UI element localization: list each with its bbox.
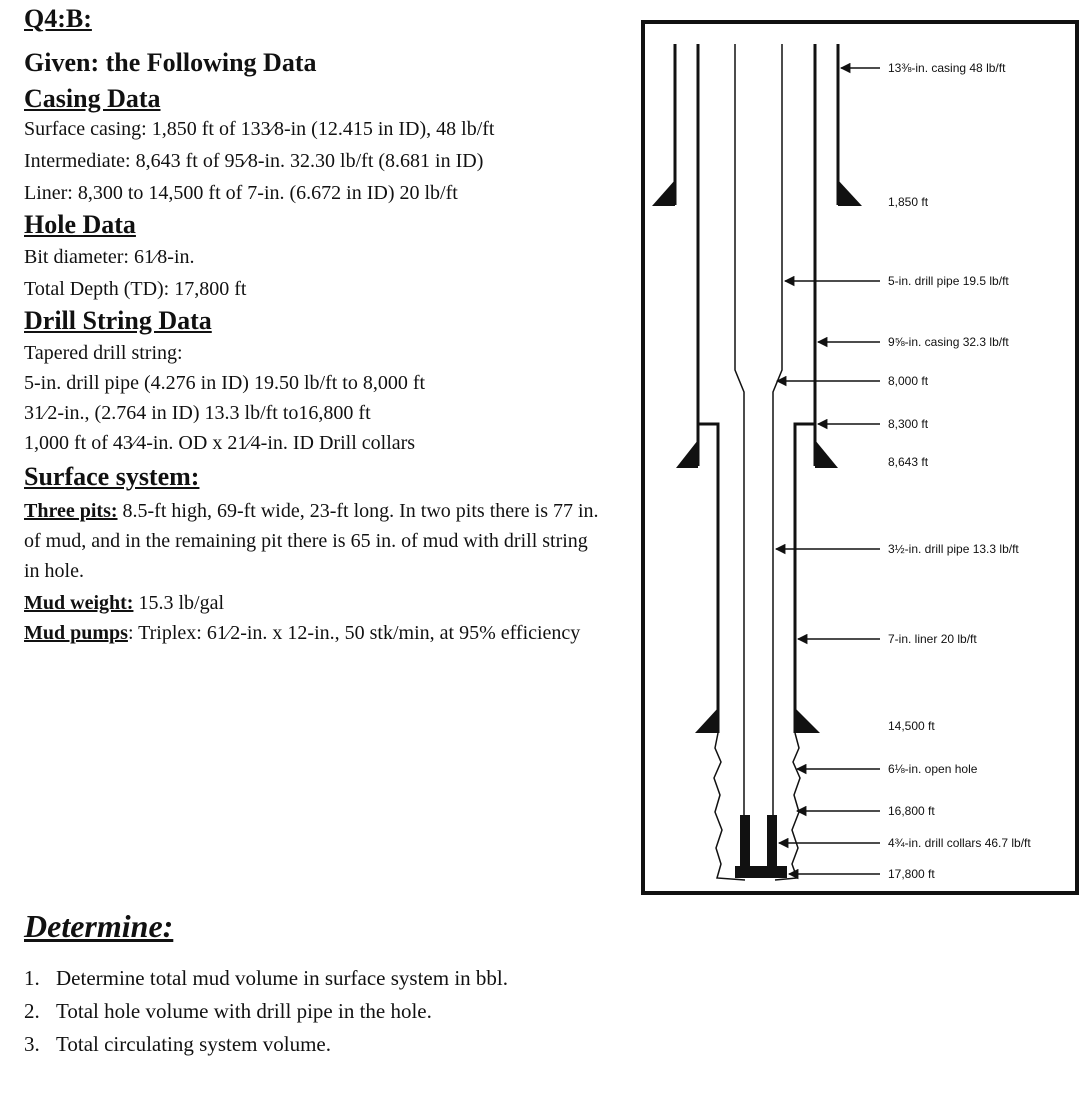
label-depth-17800: 17,800 ft (888, 867, 935, 881)
label-depth-14500: 14,500 ft (888, 719, 935, 733)
pits-label: Three pits: (24, 500, 118, 522)
surface-casing-shoe (652, 180, 862, 206)
intermediate-casing (698, 44, 815, 466)
mud-weight-text: 15.3 lb/gal (133, 592, 224, 614)
label-arrows (776, 68, 880, 874)
question-text: Total circulating system volume. (56, 1032, 331, 1056)
drill-collars (735, 815, 787, 878)
label-liner: 7-in. liner 20 lb/ft (888, 632, 977, 646)
determine-heading: Determine: (24, 908, 174, 944)
drill-pipe (735, 44, 782, 815)
liner (698, 424, 815, 733)
mud-pumps-text: : Triplex: 61⁄2-in. x 12-in., 50 stk/min, at 95% efficiency (127, 622, 581, 644)
surface-heading: Surface system: (24, 462, 200, 491)
drill-string-line: 1,000 ft of 43⁄4-in. OD x 21⁄4-in. ID Drill collars (24, 432, 416, 454)
label-surface-casing: 13⅜-in. casing 48 lb/ft (888, 61, 1006, 75)
pits-text: 8.5-ft high, 69-ft wide, 23-ft long. In two pits there is 77 in. of mud, and in the remaining pit there is 65 in. of mud with drill string in hole. (24, 500, 599, 582)
drill-string-line: Tapered drill string: (24, 342, 183, 364)
liner-shoe (695, 708, 820, 733)
mud-weight-label: Mud weight: (24, 592, 134, 614)
mud-pumps-label: Mud pumps (24, 622, 128, 644)
label-depth-1850: 1,850 ft (888, 195, 929, 209)
drill-string-line: 31⁄2-in., (2.764 in ID) 13.3 lb/ft to16,800 ft (24, 402, 371, 424)
label-drill-pipe-5: 5-in. drill pipe 19.5 lb/ft (888, 274, 1009, 288)
label-depth-8000: 8,000 ft (888, 374, 929, 388)
casing-heading: Casing Data (24, 84, 161, 113)
hole-line: Total Depth (TD): 17,800 ft (24, 278, 247, 300)
label-depth-8300: 8,300 ft (888, 417, 929, 431)
drill-string-line: 5-in. drill pipe (4.276 in ID) 19.50 lb/ft to 8,000 ft (24, 372, 426, 394)
label-intermediate-casing: 9⅝-in. casing 32.3 lb/ft (888, 335, 1009, 349)
question-text: Total hole volume with drill pipe in the hole. (56, 999, 432, 1023)
question-number: 3. (24, 1032, 40, 1056)
label-depth-8643: 8,643 ft (888, 455, 929, 469)
hole-line: Bit diameter: 61⁄8-in. (24, 246, 195, 268)
label-open-hole: 6⅛-in. open hole (888, 762, 978, 776)
label-drill-pipe-35: 3½-in. drill pipe 13.3 lb/ft (888, 542, 1019, 556)
diagram-frame (643, 22, 1077, 893)
casing-line: Liner: 8,300 to 14,500 ft of 7-in. (6.672 in ID) 20 lb/ft (24, 182, 458, 204)
hole-heading: Hole Data (24, 210, 136, 239)
drill-string-heading: Drill String Data (24, 306, 212, 335)
casing-line: Intermediate: 8,643 ft of 95⁄8-in. 32.30 lb/ft (8.681 in ID) (24, 150, 484, 172)
given-title: Given: the Following Data (24, 48, 317, 77)
open-hole-wall (714, 733, 800, 880)
label-depth-16800: 16,800 ft (888, 804, 935, 818)
question-number: 2. (24, 999, 40, 1023)
label-drill-collars: 4¾-in. drill collars 46.7 lb/ft (888, 836, 1031, 850)
question-id: Q4:B: (24, 4, 92, 33)
question-number: 1. (24, 966, 40, 990)
casing-line: Surface casing: 1,850 ft of 133⁄8-in (12.415 in ID), 48 lb/ft (24, 118, 495, 140)
question-text: Determine total mud volume in surface system in bbl. (56, 966, 508, 990)
